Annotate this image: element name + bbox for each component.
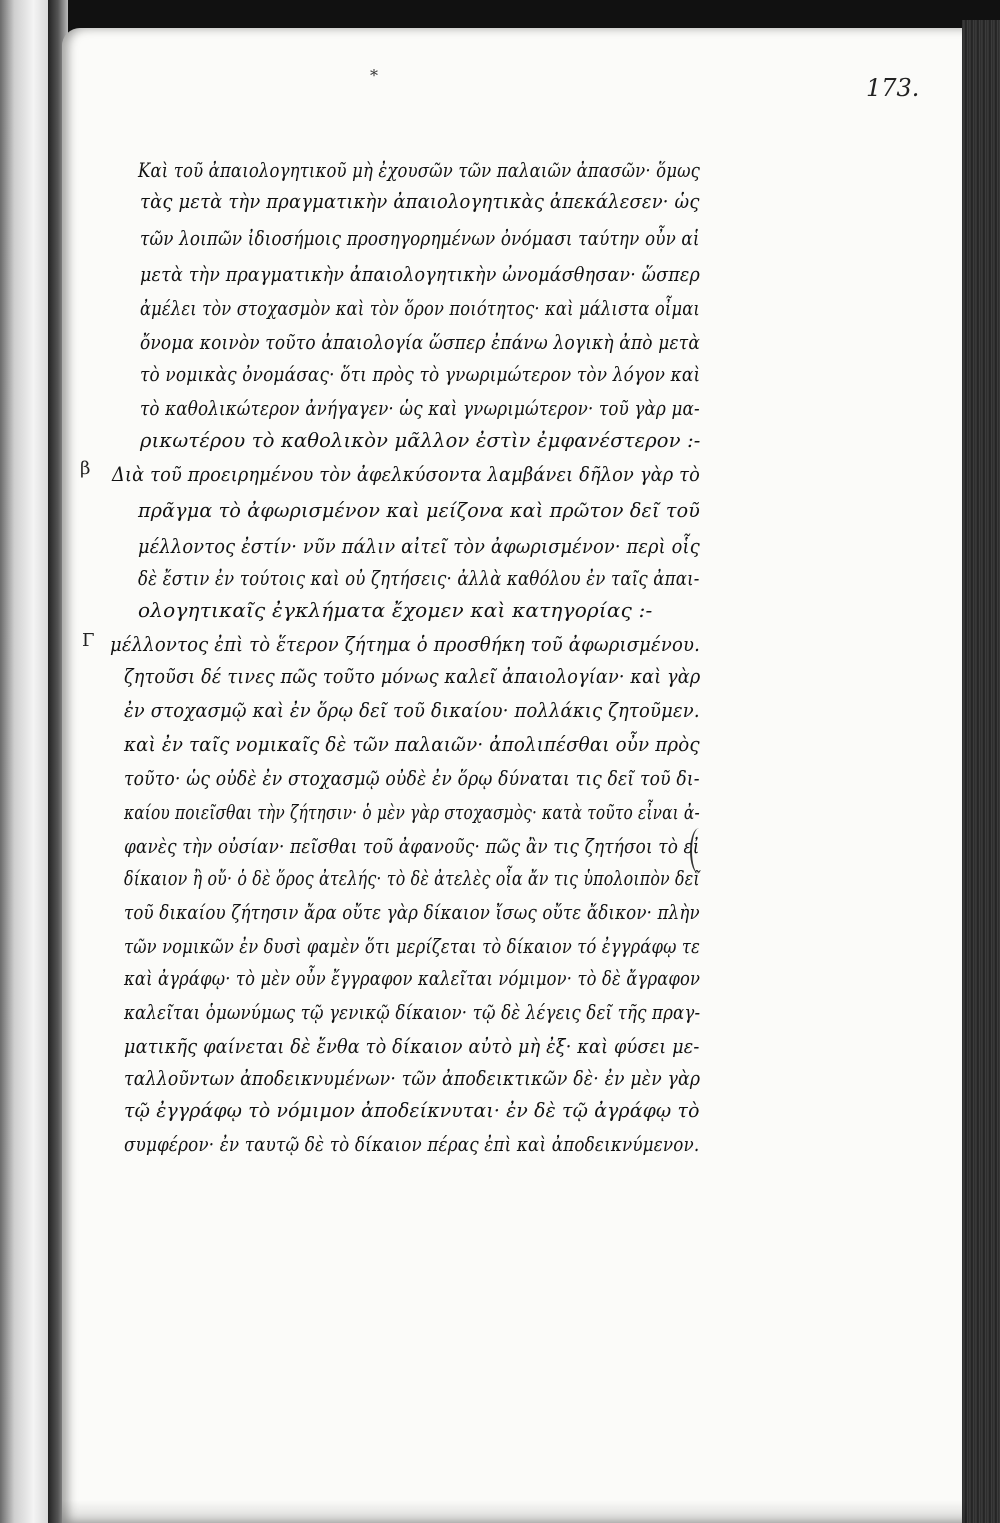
- text-line: δίκαιον ἢ οὔ· ὁ δὲ ὅρος ἀτελής· τὸ δὲ ἀτελὲς οἶα ἄν τις ὑπολοιπὸν δεῖ: [124, 866, 700, 890]
- text-line: μέλλοντος ἐστίν· νῦν πάλιν αἰτεῖ τὸν ἀφωρισμένον· περὶ οἷς: [138, 534, 700, 558]
- text-line: τῷ ἐγγράφῳ τὸ νόμιμον ἀποδείκνυται· ἐν δὲ τῷ ἀγράφῳ τὸ: [124, 1098, 700, 1122]
- text-line: πρᾶγμα τὸ ἀφωρισμένον καὶ μείζονα καὶ πρῶτον δεῖ τοῦ: [138, 498, 701, 522]
- text-line: μετὰ τὴν πραγματικὴν ἀπαιολογητικὴν ὠνομάσθησαν· ὥσπερ: [140, 262, 700, 286]
- text-line: Διὰ τοῦ προειρημένου τὸν ἀφελκύσοντα λαμβάνει δῆλον γὰρ τὸ: [112, 462, 701, 486]
- text-line: καὶ ἀγράφῳ· τὸ μὲν οὖν ἔγγραφον καλεῖται νόμιμον· τὸ δὲ ἄγραφον: [124, 966, 701, 990]
- text-line: ἀμέλει τὸν στοχασμὸν καὶ τὸν ὅρον ποιότητος· καὶ μάλιστα οἶμαι: [140, 296, 700, 320]
- text-line: συμφέρον· ἐν ταυτῷ δὲ τὸ δίκαιον πέρας ἐπὶ καὶ ἀποδεικνύμενον.: [124, 1132, 700, 1156]
- text-line: τὸ καθολικώτερον ἀνήγαγεν· ὡς καὶ γνωριμώτερον· τοῦ γὰρ μα-: [140, 396, 700, 420]
- text-line: τῶν λοιπῶν ἰδιοσήμοις προσηγορημένων ὀνόμασι ταύτην οὖν αἱ: [140, 226, 700, 250]
- page-bottom-shadow: [62, 1500, 967, 1523]
- text-line: τοῦτο· ὡς οὐδὲ ἐν στοχασμῷ οὐδὲ ἐν ὅρῳ δύναται τις δεῖ τοῦ δι-: [124, 766, 700, 790]
- text-line: καὶ ἐν ταῖς νομικαῖς δὲ τῶν παλαιῶν· ἀπολιπέσθαι οὖν πρὸς: [124, 732, 700, 756]
- text-line: καίου ποιεῖσθαι τὴν ζήτησιν· ὁ μὲν γὰρ στοχασμὸς· κατὰ τοῦτο εἶναι ἀ-: [124, 800, 700, 824]
- text-line: ρικωτέρου τὸ καθολικὸν μᾶλλον ἐστὶν ἐμφανέστερον :-: [140, 428, 701, 452]
- text-line: δὲ ἔστιν ἐν τούτοις καὶ οὐ ζητήσεις· ἀλλὰ καθόλου ἐν ταῖς ἀπαι-: [138, 566, 700, 590]
- left-page-edge: [0, 0, 48, 1523]
- margin-marker-gamma: Γ: [82, 630, 95, 651]
- star-mark: *: [370, 66, 378, 85]
- text-line: ματικῆς φαίνεται δὲ ἔνθα τὸ δίκαιον αὐτὸ μὴ ἐξ· καὶ φύσει με-: [124, 1034, 700, 1058]
- text-line: ὄνομα κοινὸν τοῦτο ἀπαιολογία ὥσπερ ἐπάνω λογικὴ ἀπὸ μετὰ: [140, 330, 701, 354]
- margin-marker-beta: β: [80, 458, 91, 479]
- text-line: ταλλοῦντων ἀποδεικνυμένων· τῶν ἀποδεικτικῶν δὲ· ἐν μὲν γὰρ: [124, 1066, 701, 1090]
- folio-number: 173.: [866, 74, 920, 102]
- text-line: ολογητικαῖς ἐγκλήματα ἔχομεν καὶ κατηγορίας :-: [138, 598, 653, 622]
- text-line: μέλλοντος ἐπὶ τὸ ἕτερον ζήτημα ὁ προσθήκη τοῦ ἀφωρισμένου.: [110, 632, 700, 656]
- text-line: τὸ νομικὰς ὀνομάσας· ὅτι πρὸς τὸ γνωριμώτερον τὸν λόγον καὶ: [140, 362, 701, 386]
- text-line: φανὲς τὴν οὐσίαν· πεῖσθαι τοῦ ἀφανοῦς· πῶς ἂν τις ζητήσοι τὸ εἰ: [124, 834, 700, 858]
- text-line: τὰς μετὰ τὴν πραγματικὴν ἀπαιολογητικὰς ἀπεκάλεσεν· ὡς: [140, 189, 700, 213]
- text-line: ἐν στοχασμῷ καὶ ἐν ὅρῳ δεῖ τοῦ δικαίου· πολλάκις ζητοῦμεν.: [124, 698, 700, 722]
- text-line: τῶν νομικῶν ἐν δυσὶ φαμὲν ὅτι μερίζεται τὸ δίκαιον τό ἐγγράφῳ τε: [124, 934, 701, 958]
- text-line: ζητοῦσι δέ τινες πῶς τοῦτο μόνως καλεῖ ἀπαιολογίαν· καὶ γὰρ: [124, 664, 701, 688]
- text-line: τοῦ δικαίου ζήτησιν ἄρα οὔτε γὰρ δίκαιον ἴσως οὔτε ἄδικον· πλὴν: [124, 900, 700, 924]
- text-line: καλεῖται ὁμωνύμως τῷ γενικῷ δίκαιον· τῷ δὲ λέγεις δεῖ τῆς πραγ-: [124, 1000, 701, 1024]
- page-fore-edge: [962, 20, 1000, 1523]
- text-line: Καὶ τοῦ ἀπαιολογητικοῦ μὴ ἐχουσῶν τῶν παλαιῶν ἀπασῶν· ὅμως: [138, 158, 701, 182]
